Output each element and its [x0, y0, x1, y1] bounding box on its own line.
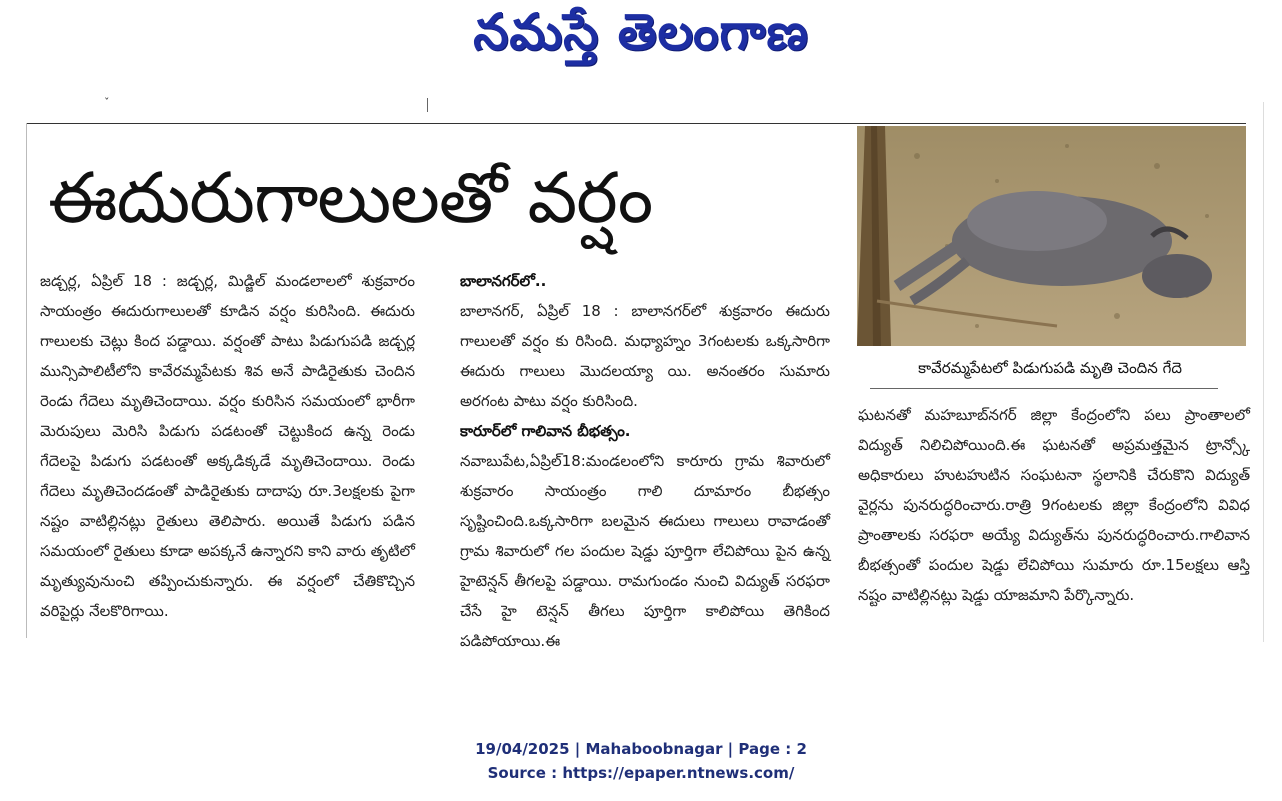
page-footer	[0, 737, 1282, 785]
edge-scrollbar[interactable]	[1263, 102, 1270, 642]
corner-mark: ˇ	[104, 96, 110, 109]
subhead-balanagar: బాలానగర్‌లో..	[460, 272, 547, 290]
caption-rule	[870, 388, 1218, 389]
footer-source: Source : https://epaper.ntnews.com/	[487, 764, 795, 782]
article-column-3	[858, 400, 1250, 610]
column-2-paragraph-2: నవాబుపేట,ఏప్రిల్18:మండలంలోని కారూరు గ్రామ శివారులో శుక్రవారం సాయంత్రం గాలి దూమారం బీభత్సం సృష్టించింది.ఒక్కసారిగా బలమైన ఈదులు గాలులు రావాడంతో గ్రామ శివారులో గల పందుల షెడ్డు పూర్తిగా లేచిపోయి పైన ఉన్న హైటెన్షన్ తీగలపై పడ్డాయి. రామగుండం నుంచి విద్యుత్ సరఫరా చేసే హై టెన్షన్ తీగలు పూర్తిగా కాలిపోయి తెగికింద పడిపోయాయి.ఈ	[460, 452, 830, 650]
article-column-2	[460, 266, 830, 656]
photo-caption: కావేరమ్మపేటలో పిడుగుపడి మృతి చెందిన గేదె	[918, 359, 1182, 377]
top-marks	[0, 96, 1282, 116]
subhead-karur: కారూర్‌లో గాలివాన బీభత్సం.	[460, 422, 631, 440]
top-rule	[26, 123, 1246, 124]
column-2-paragraph-1: బాలానగర్, ఏప్రిల్ 18 : బాలానగర్‌లో శుక్రవారం ఈదురు గాలులతో వర్షం కు రిసింది. మధ్యాహ్నం 3గంటలకు ఒక్కసారిగా ఈదురు గాలులు మొదలయ్యా యి. అనంతరం సుమారు అరగంట పాటు వర్షం కురిసింది.	[460, 302, 830, 410]
dead-buffalo-photo	[857, 126, 1246, 346]
column-3-paragraph: ఘటనతో మహబూబ్‌నగర్ జిల్లా కేంద్రంలోని పలు ప్రాంతాలలో విద్యుత్ నిలిచిపోయింది.ఈ ఘటనతో అప్రమత్తమైన ట్రాన్స్కో అధికారులు హుటహుటిన సంఘటనా స్థలానికి చేరుకొని విద్యుత్ వైర్లను పునరుద్ధరించారు.రాత్రి 9గంటలకు జిల్లా కేంద్రంలోని వివిధ ప్రాంతాలకు సరఫరా అయ్యే విద్యుత్‌ను పునరుద్ధరించారు.గాలివాన బీభత్సంతో పందుల షెడ్డు లేచిపోయి సుమారు రూ.15లక్షలు ఆస్తి నష్టం వాటిల్లినట్లు షెడ్డు యాజమాని పేర్కొన్నారు.	[858, 406, 1250, 604]
article-column-1	[40, 266, 415, 626]
left-rule	[26, 123, 27, 638]
news-photo	[857, 126, 1246, 346]
divider-tick	[427, 98, 428, 112]
article-headline: ఈదురుగాలులతో వర్షం	[48, 157, 653, 239]
column-1-paragraph: జడ్చర్ల, ఏప్రిల్ 18 : జడ్చర్ల, మిడ్జిల్ మండలాలలో శుక్రవారం సాయంత్రం ఈదురుగాలులతో కూడిన వర్షం కురిసింది. ఈదురు గాలులకు చెట్లు కింద పడ్డాయి. వర్షంతో పాటు పిడుగుపడి జడ్చర్ల మున్సిపాలిటీలోని కావేరమ్మపేటకు శివ అనే పాడిరైతుకు చెందిన రెండు గేదెలు మృతిచెందాయి. వర్షం కురిసిన సమయంలో భారీగా మెరుపులు మెరిసి పిడుగు పడటంతో చెట్టుకింద ఉన్న రెండు గేదెలపై పిడుగు పడటంతో అక్కడిక్కడే మృతిచెందాయి. రెండు గేదెలు మృతిచెందడంతో పాడిరైతుకు దాదాపు రూ.3లక్షలకు పైగా నష్టం వాటిల్లినట్లు రైతులు తెలిపారు. అయితే పిడుగు పడిన సమయంలో రైతులు కూడా అపక్కనే ఉన్నారని కాని వారు తృటిలో మృత్యువునుంచి తప్పించుకున్నారు. ఈ వర్షంలో చేతికొచ్చిన వరిపైర్లు నేలకొరిగాయి.	[40, 272, 415, 620]
footer-date-edition: 19/04/2025 | Mahaboobnagar | Page : 2	[475, 740, 807, 758]
newspaper-title: నమస్తే తెలంగాణ	[473, 2, 809, 61]
masthead	[0, 0, 1282, 76]
